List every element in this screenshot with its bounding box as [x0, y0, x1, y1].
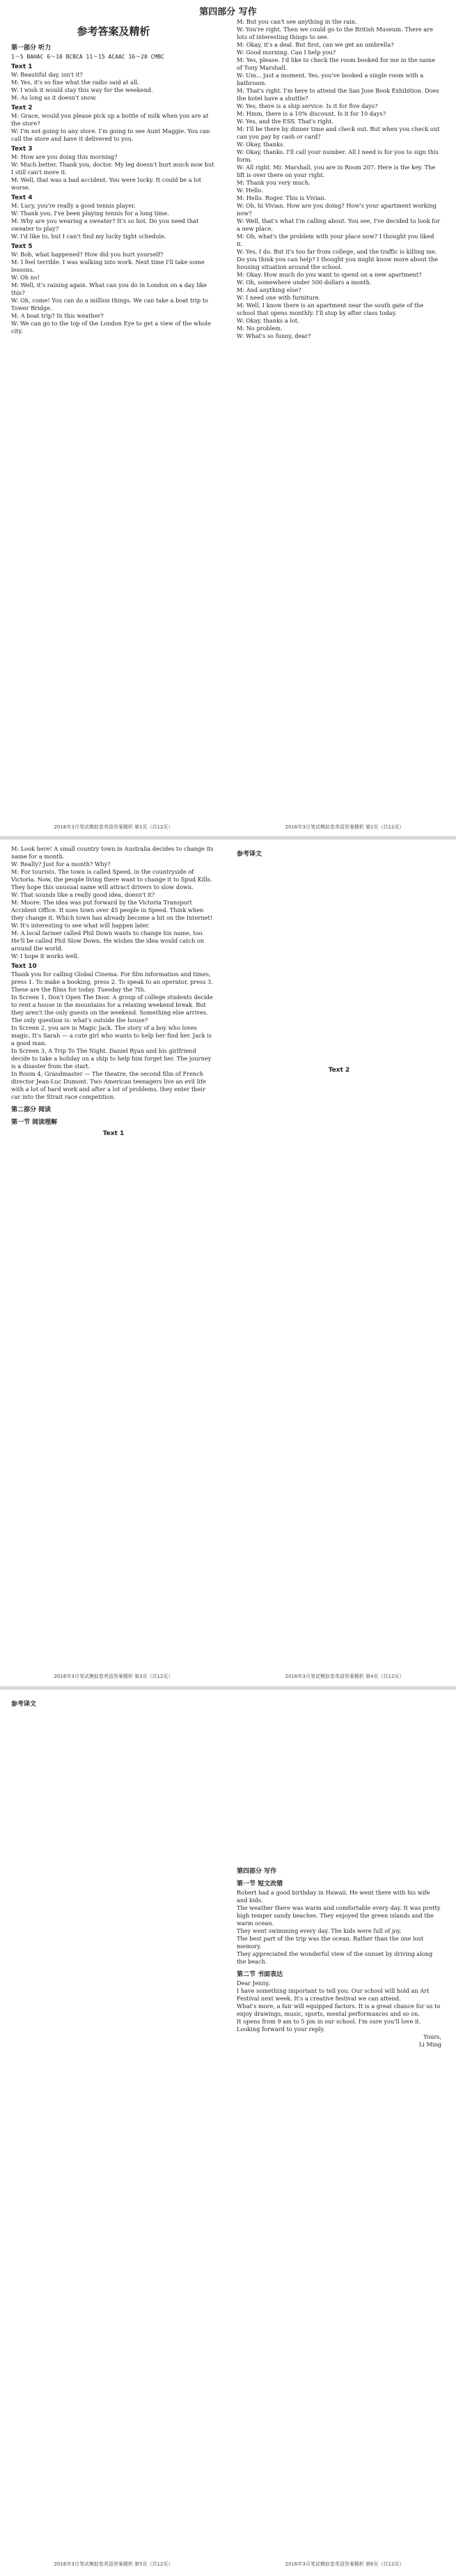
page-1-right-column [231, 18, 447, 340]
dialogue-line: W: Yes, I do. But it's too far from college, and the traffic is killing me. Do you think you can help? I thought you might know more about the housing situation around the school. [237, 248, 438, 270]
page-3-footer-right: 2016年3月笔试模拟卷英语答案精析 第6页（共12页） [285, 2561, 404, 2567]
t4-line: M: Lucy, you're really a good tennis player. [11, 202, 136, 209]
t1-line: W: Beautiful day, isn't it? [11, 71, 83, 78]
page-1-footer-right: 2016年3月笔试模拟卷英语答案精析 第2页（共12页） [285, 824, 404, 830]
dialogue-line: W: Oh, hi Vivian. How are you doing? How's your apartment working now? [237, 202, 437, 217]
dialogue-line: W: You're right. Then we could go to the British Museum. There are lots of interesting things to see. [237, 26, 433, 40]
page-1-footer-left: 2016年3月笔试模拟卷英语答案精析 第1页（共12页） [54, 824, 173, 830]
essay-line: The weather there was warm and comfortable every day. It was pretty high temper sandy beaches. They enjoyed the green islands and the warm ocean. [237, 1904, 441, 1927]
dialogue-line: M: For tourists. The town is called Speed, in the countryside of Victoria. Now, the people living there want to change it to Spud Kills. They hope this unusual name will attract drivers to slow down. [11, 868, 212, 890]
page-3 [0, 1690, 456, 2576]
t1-line: M: As long as it doesn't snow. [11, 94, 97, 101]
dialogue-line: W: Really? Just for a month? Why? [11, 861, 111, 867]
dialogue-line: W: I hope it works well. [11, 952, 79, 959]
dialogue-line: W: Oh, somewhere under 500 dollars a month. [237, 279, 372, 286]
letter-line: I have something important to tell you. Our school will hold an Art Festival next week. It's a creative festival we can attend. [237, 1987, 430, 2002]
dialogue-line: M: Okay. How much do you want to spend on a new apartment? [237, 271, 422, 278]
page-3-left-column [6, 1695, 221, 2049]
letter-line: Li Ming [418, 2041, 441, 2048]
t5-line: W: Oh no! [11, 274, 40, 281]
t2-line: M: Grace, would you please pick up a bottle of milk when you are at the store? [11, 112, 209, 127]
t10-line: In Screen 2, you are in Magic Jack. The story of a boy who loves magic. It's Sarah — a cute girl who wants to help her find her. Jack is a good man. [11, 1024, 212, 1047]
page-3-footer-left: 2016年3月笔试模拟卷英语答案精析 第5页（共12页） [54, 2561, 173, 2567]
t10-line: In Room 4, Grandmaster — The theatre, the second film of French director Jean-Luc Dumont. Two American teenagers live an evil life with a lot of hard work and after a lot of problems, they enter their car into the Strait race competition. [11, 1070, 206, 1100]
dialogue-line: W: Yes, there is a ship service. Is it for five days? [237, 102, 378, 109]
letter-line: Yours, [423, 2033, 441, 2040]
t4-line: M: Why are you wearing a sweater? It's so hot. Do you need that sweater to play? [11, 217, 199, 232]
t10-line: Thank you for calling Global Cinema. For film information and times, press 1. To make a booking, press 2. To speak to an operator, press 3. [11, 971, 213, 985]
page-2-columns [0, 845, 456, 1139]
dialogue-line: W: It's interesting to see what will happen later. [11, 922, 150, 929]
t5-line: M: A boat trip? In this weather? [11, 312, 104, 319]
t5-line: M: I feel terrible. I was walking into work. Next time I'll take some lessons. [11, 259, 205, 273]
dialogue-line: M: That's right. I'm here to attend the San Jose Book Exhibition. Does the hotel have a shuttle? [237, 87, 439, 102]
reading-text1-heading: Text 1 [102, 1130, 125, 1137]
listening-heading: 第一部分 听力 [11, 45, 52, 52]
dialogue-line: W: What's so funny, dear? [237, 332, 311, 339]
reading-subheading: 第一节 阅读理解 [11, 1119, 58, 1126]
reading-heading: 第二部分 阅读 [11, 1106, 52, 1113]
text5-heading: Text 5 [11, 243, 33, 250]
essay-line: They went swimming every day. The kids were full of joy. [237, 1927, 402, 1934]
t5-line: W: We can go to the top of the London Eye to get a view of the whole city. [11, 320, 211, 334]
dialogue-line: M: Thank you very much. [237, 179, 310, 186]
page-top-title: 第四部分 写作 [199, 7, 257, 17]
page-1-columns [0, 18, 456, 340]
letter-line: What's more, a fair will equipped factors. It is a great chance for us to enjoy drawings, music, sports, mental performances and so on. [237, 2003, 441, 2017]
dialogue-line: M: Well, I know there is an apartment near the south gate of the school that opens monthly. I'll stop by after class today. [237, 302, 424, 316]
dialogue-line: W: Okay, thanks. I'll call your number. All I need is for you to sign this form. [237, 148, 439, 163]
dialogue-line: M: Hello. Roger. This is Vivian. [237, 194, 327, 201]
t3-line: M: How are you doing this morning? [11, 153, 118, 160]
writing-heading: 第四部分 写作 [237, 1868, 277, 1875]
essay-line: Robert had a good birthday in Hawaii. He went there with his wife and kids. [237, 1889, 430, 1904]
t5-line: W: Bob, what happened? How did you hurt yourself? [11, 251, 164, 258]
dialogue-line: M: Look here! A small country town in Australia decides to change its name for a month. [11, 845, 214, 860]
text3-heading: Text 3 [11, 146, 33, 153]
page-2-right-column [231, 845, 447, 1139]
answers-heading: 参考答案及精析 [77, 25, 150, 38]
dialogue-line: W: Um... just a moment. Yes, you've booked a single room with a bathroom. [237, 72, 424, 86]
letter-line: Dear Jenny, [237, 1980, 270, 1987]
t4-line: W: Thank you. I've been playing tennis for a long time. [11, 210, 169, 217]
t5-line: W: Oh, come! You can do a million things. We can take a boat trip to Tower Bridge. [11, 297, 208, 311]
page-3-right-column [231, 1695, 447, 2049]
page-1-left-column [6, 18, 221, 340]
answer-key-line: 1～5 BAHAC 6～10 BCBCA 11～15 ACAAC 16～20 CMBC [11, 54, 164, 60]
page-1 [0, 0, 456, 836]
dialogue-line: M: Okay, it's a deal. But first, can we get an umbrella? [237, 41, 394, 48]
dialogue-line: M: But you can't see anything in the rain. [237, 18, 357, 25]
dialogue-line: M: Oh, what's the problem with your place now? I thought you liked it. [237, 233, 434, 247]
dialogue-line: W: All right. Mr. Marshall, you are in Room 207. Here is the key. The lift is over there on your right. [237, 164, 436, 178]
t3-line: W: Much better. Thank you, doctor. My leg doesn't hurt much now but I still can't move it. [11, 161, 214, 176]
essay-line: They appreciated the wonderful view of the sunset by driving along the beach. [237, 1950, 433, 1965]
dialogue-line: W: That sounds like a really good idea, doesn't it? [11, 891, 155, 898]
page-2-footer-left: 2016年3月笔试模拟卷英语答案精析 第3页（共12页） [54, 1674, 173, 1679]
text2-heading: Text 2 [11, 105, 33, 111]
translation-heading: 参考译文 [11, 1701, 37, 1708]
t5-line: M: Well, it's raining again. What can you do in London on a day like this? [11, 281, 207, 296]
dialogue-line: W: Well, that's what I'm calling about. You see, I've decided to look for a new place. [237, 217, 441, 232]
dialogue-line: W: Okay, thanks a lot. [237, 317, 299, 324]
t2-line: W: I'm not going to any store. I'm going to see Aunt Maggie. You can call the store and have it delivered to you. [11, 128, 210, 142]
dialogue-line: M: Moore. The idea was put forward by the Victoria Transport Accident Office. It uses town over 45 people in Speed. Think when they change it. Which town has already become a hit on the Internet! [11, 899, 213, 921]
essay-line: The best part of the trip was the ocean. Rather than the one lost memory. [237, 1935, 424, 1950]
dialogue-line: W: Okay, thanks. [237, 141, 285, 148]
dialogue-line: M: Yes, please. I'd like to check the room booked for me in the name of Tony Marshall. [237, 56, 436, 71]
dialogue-line: W: Hello. [237, 187, 263, 194]
t1-line: W: I wish it would stay this way for the weekend. [11, 86, 153, 93]
page-3-columns [0, 1695, 456, 2049]
dialogue-line: W: I need one with furniture. [237, 294, 321, 301]
dialogue-line: M: I'll be there by dinner time and check out. But when you check out can you pay by cash or card? [237, 125, 440, 140]
dialogue-line: M: And anything else? [237, 286, 301, 293]
dialogue-line: W: Yes, and the ESS. That's right. [237, 118, 333, 125]
dialogue-line: M: No problem. [237, 325, 283, 332]
text1-heading: Text 1 [11, 63, 33, 70]
page-2-left-column [6, 845, 221, 1139]
text10-heading: Text 10 [11, 963, 37, 970]
page-2 [0, 840, 456, 1686]
t10-line: In Screen 1, Don't Open The Door. A group of college students decide to rent a house in the mountains for a relaxing weekend break. But they aren't the only guests on the weekend. Something else arrives. The only question is: what's outside the house? [11, 994, 213, 1024]
writing-part2-heading: 第二节 书面表达 [237, 1971, 283, 1978]
dialogue-line: M: A local farmer called Phil Down wants to change his name, too. He'll be called Phil Slow Down. He wishes the idea would catch on around the world. [11, 930, 205, 952]
t10-line: In Screen 3, A Trip To The Night. Daniel Ryan and his girlfriend decide to take a holiday on a ship to help him forget her. The journey is a disaster from the start. [11, 1047, 212, 1070]
dialogue-line: W: Good morning. Can I help you? [237, 49, 336, 56]
t3-line: M: Well, that was a bad accident. You were lucky. It could be a lot worse. [11, 176, 202, 191]
translation-heading: 参考译文 [237, 851, 262, 858]
writing-subheading: 第一节 短文改错 [237, 1881, 283, 1888]
t10-line: These are the films for today. Tuesday the 7th. [11, 986, 146, 993]
t1-line: M: Yes, it's so fine what the radio said at all. [11, 79, 139, 86]
letter-line: It opens from 9 am to 5 pm in our school. I'm sure you'll love it. Looking forward to your reply. [237, 2018, 421, 2033]
page-2-footer-right: 2016年3月笔试模拟卷英语答案精析 第4页（共12页） [285, 1674, 404, 1679]
text4-heading: Text 4 [11, 194, 33, 201]
reading-text2-heading: Text 2 [328, 1067, 350, 1074]
t4-line: W: I'd like to, but I can't find my lucky tight schedule. [11, 233, 166, 240]
dialogue-line: M: Hmm, there is a 10% discount. Is it for 10 days? [237, 110, 386, 117]
